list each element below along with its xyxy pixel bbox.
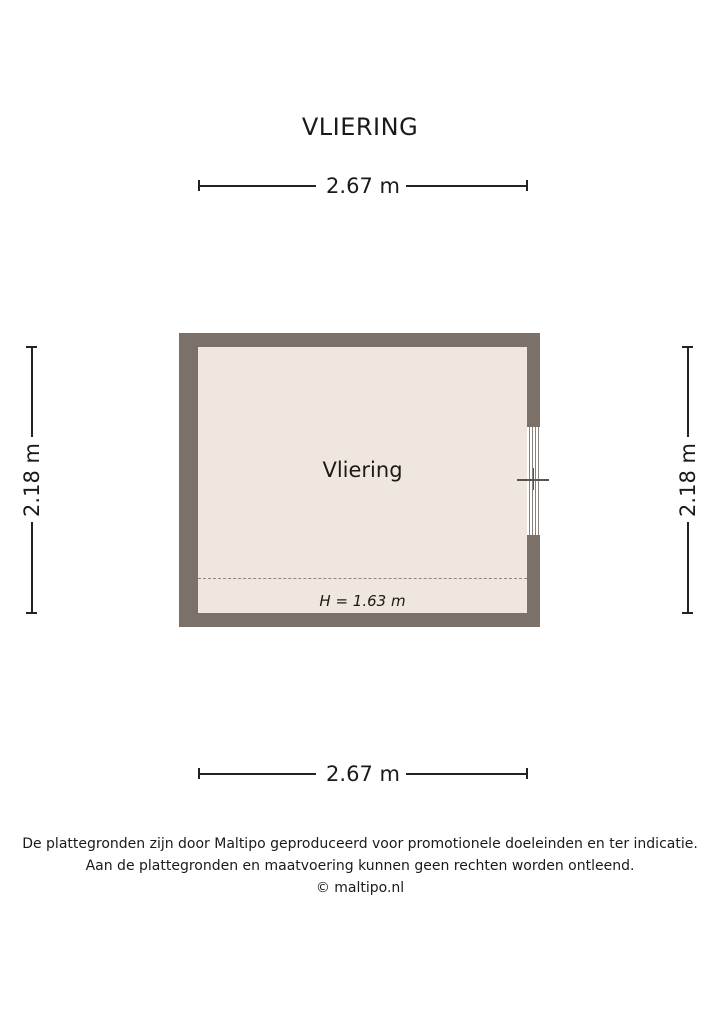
dimension-line — [31, 346, 33, 437]
dimension-line — [687, 346, 689, 437]
height-label: H = 1.63 m — [319, 592, 406, 610]
dimension-top-label: 2.67 m — [326, 174, 400, 198]
copyright-line: © maltipo.nl — [315, 880, 405, 896]
floor-title: VLIERING — [301, 113, 419, 141]
dimension-left — [17, 346, 47, 614]
window-pane — [535, 427, 536, 535]
room-name: Vliering — [322, 458, 403, 482]
window-pane — [529, 427, 530, 535]
disclaimer — [0, 833, 720, 899]
dimension-left-label: 2.18 m — [20, 443, 44, 517]
dimension-top — [198, 171, 528, 201]
window-divider — [533, 468, 534, 490]
dimension-bottom-label: 2.67 m — [326, 762, 400, 786]
dimension-bottom — [198, 759, 528, 789]
height-limit-line — [198, 578, 527, 579]
dimension-tick — [682, 612, 693, 614]
dimension-tick — [26, 612, 37, 614]
dimension-line — [687, 522, 689, 614]
dimension-right-label: 2.18 m — [676, 443, 700, 517]
dimension-line — [31, 522, 33, 614]
window-pane — [538, 427, 539, 535]
dimension-right — [673, 346, 703, 614]
disclaimer-line: De plattegronden zijn door Maltipo geproduceerd voor promotionele doeleinden en ter indicatie. — [22, 836, 698, 852]
disclaimer-line: Aan de plattegronden en maatvoering kunnen geen rechten worden ontleend. — [85, 858, 635, 874]
